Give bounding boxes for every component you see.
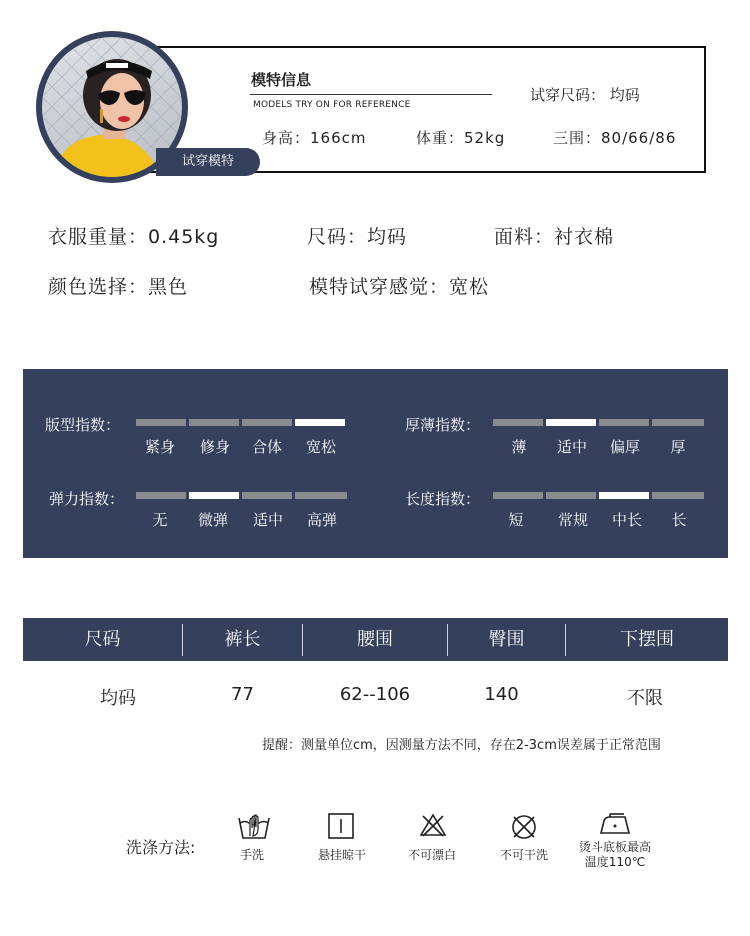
model-measurements: 三围：80/66/86 — [553, 129, 677, 147]
length-option-mid: 中长 — [611, 511, 642, 529]
cell-hem: 不限 — [627, 688, 663, 709]
header-size: 尺码 — [84, 629, 121, 650]
hang-dry-icon — [327, 812, 355, 840]
stretch-index-segment — [295, 492, 347, 499]
size-table-header — [23, 618, 728, 661]
wash-text-no-bleach: 不可漂白 — [407, 848, 456, 862]
length-option-regular: 常规 — [557, 511, 588, 529]
header-waist: 腰围 — [357, 629, 393, 650]
spec-size: 尺码：均码 — [307, 226, 408, 248]
model-try-size: 试穿尺码： 均码 — [530, 86, 640, 104]
stretch-index-segment — [242, 492, 292, 499]
stretch-index-segment — [189, 492, 239, 499]
fit-index-segment — [189, 419, 239, 426]
thickness-index-segment — [493, 419, 543, 426]
measurement-note: 提醒：测量单位cm，因测量方法不同，存在2-3cm误差属于正常范围 — [262, 738, 661, 753]
length-index-segment — [546, 492, 596, 499]
stretch-option-slight: 微弹 — [197, 511, 228, 529]
fit-index-segment — [295, 419, 345, 426]
stretch-index-label: 弹力指数： — [49, 490, 125, 508]
header-hem: 下摆围 — [620, 629, 674, 650]
thickness-index-label: 厚薄指数： — [405, 416, 481, 434]
wash-text-hang: 悬挂晾干 — [317, 848, 366, 862]
fit-option-regular: 合体 — [251, 438, 282, 456]
stretch-option-medium: 适中 — [252, 511, 283, 529]
thickness-option-thick: 厚 — [670, 438, 686, 456]
cell-pants-length: 77 — [231, 684, 254, 705]
length-index-segment — [493, 492, 543, 499]
title-divider — [250, 94, 492, 95]
wash-text-no-dry-clean: 不可干洗 — [499, 848, 548, 862]
fit-option-tight: 紧身 — [144, 438, 175, 456]
length-index-segment — [652, 492, 704, 499]
spec-fit: 模特试穿感觉：宽松 — [309, 276, 490, 298]
stretch-option-high: 高弹 — [306, 511, 337, 529]
thickness-option-thickish: 偏厚 — [609, 438, 640, 456]
cell-hip: 140 — [484, 684, 519, 705]
hand-wash-icon — [236, 812, 272, 842]
model-tag: 试穿模特 — [156, 148, 260, 176]
wash-text-hand: 手洗 — [239, 848, 264, 862]
length-index-label: 长度指数： — [405, 490, 481, 508]
stretch-option-none: 无 — [152, 511, 168, 529]
thickness-index-segment — [652, 419, 704, 426]
spec-fabric: 面料：衬衣棉 — [494, 226, 615, 248]
fit-index-label: 版型指数： — [45, 416, 121, 434]
cell-size: 均码 — [100, 688, 136, 709]
cell-waist: 62--106 — [339, 684, 411, 705]
model-info-subtitle: MODELS TRY ON FOR REFERENCE — [253, 100, 411, 110]
thickness-index-segment — [599, 419, 649, 426]
iron-icon — [598, 812, 632, 838]
model-info-title: 模特信息 — [251, 71, 312, 89]
model-height: 身高：166cm — [262, 129, 367, 147]
fit-option-slim: 修身 — [199, 438, 230, 456]
thickness-index-segment — [546, 419, 596, 426]
stretch-index-segment — [136, 492, 186, 499]
no-dry-clean-icon — [509, 812, 539, 842]
wash-label: 洗涤方法: — [126, 838, 196, 857]
no-bleach-icon — [419, 812, 447, 838]
thickness-option-thin: 薄 — [511, 438, 527, 456]
length-option-short: 短 — [508, 511, 524, 529]
fit-index-segment — [242, 419, 292, 426]
fit-option-loose: 宽松 — [305, 438, 336, 456]
spec-color: 颜色选择：黑色 — [48, 276, 189, 298]
length-index-segment — [599, 492, 649, 499]
header-pants-length: 裤长 — [224, 629, 261, 650]
fit-index-segment — [136, 419, 186, 426]
spec-weight: 衣服重量：0.45kg — [48, 226, 220, 248]
header-hip: 臀围 — [488, 629, 525, 650]
thickness-option-medium: 适中 — [556, 438, 587, 456]
model-weight: 体重：52kg — [416, 129, 506, 147]
length-option-long: 长 — [671, 511, 687, 529]
wash-text-iron: 烫斗底板最高 温度110℃ — [578, 840, 651, 869]
